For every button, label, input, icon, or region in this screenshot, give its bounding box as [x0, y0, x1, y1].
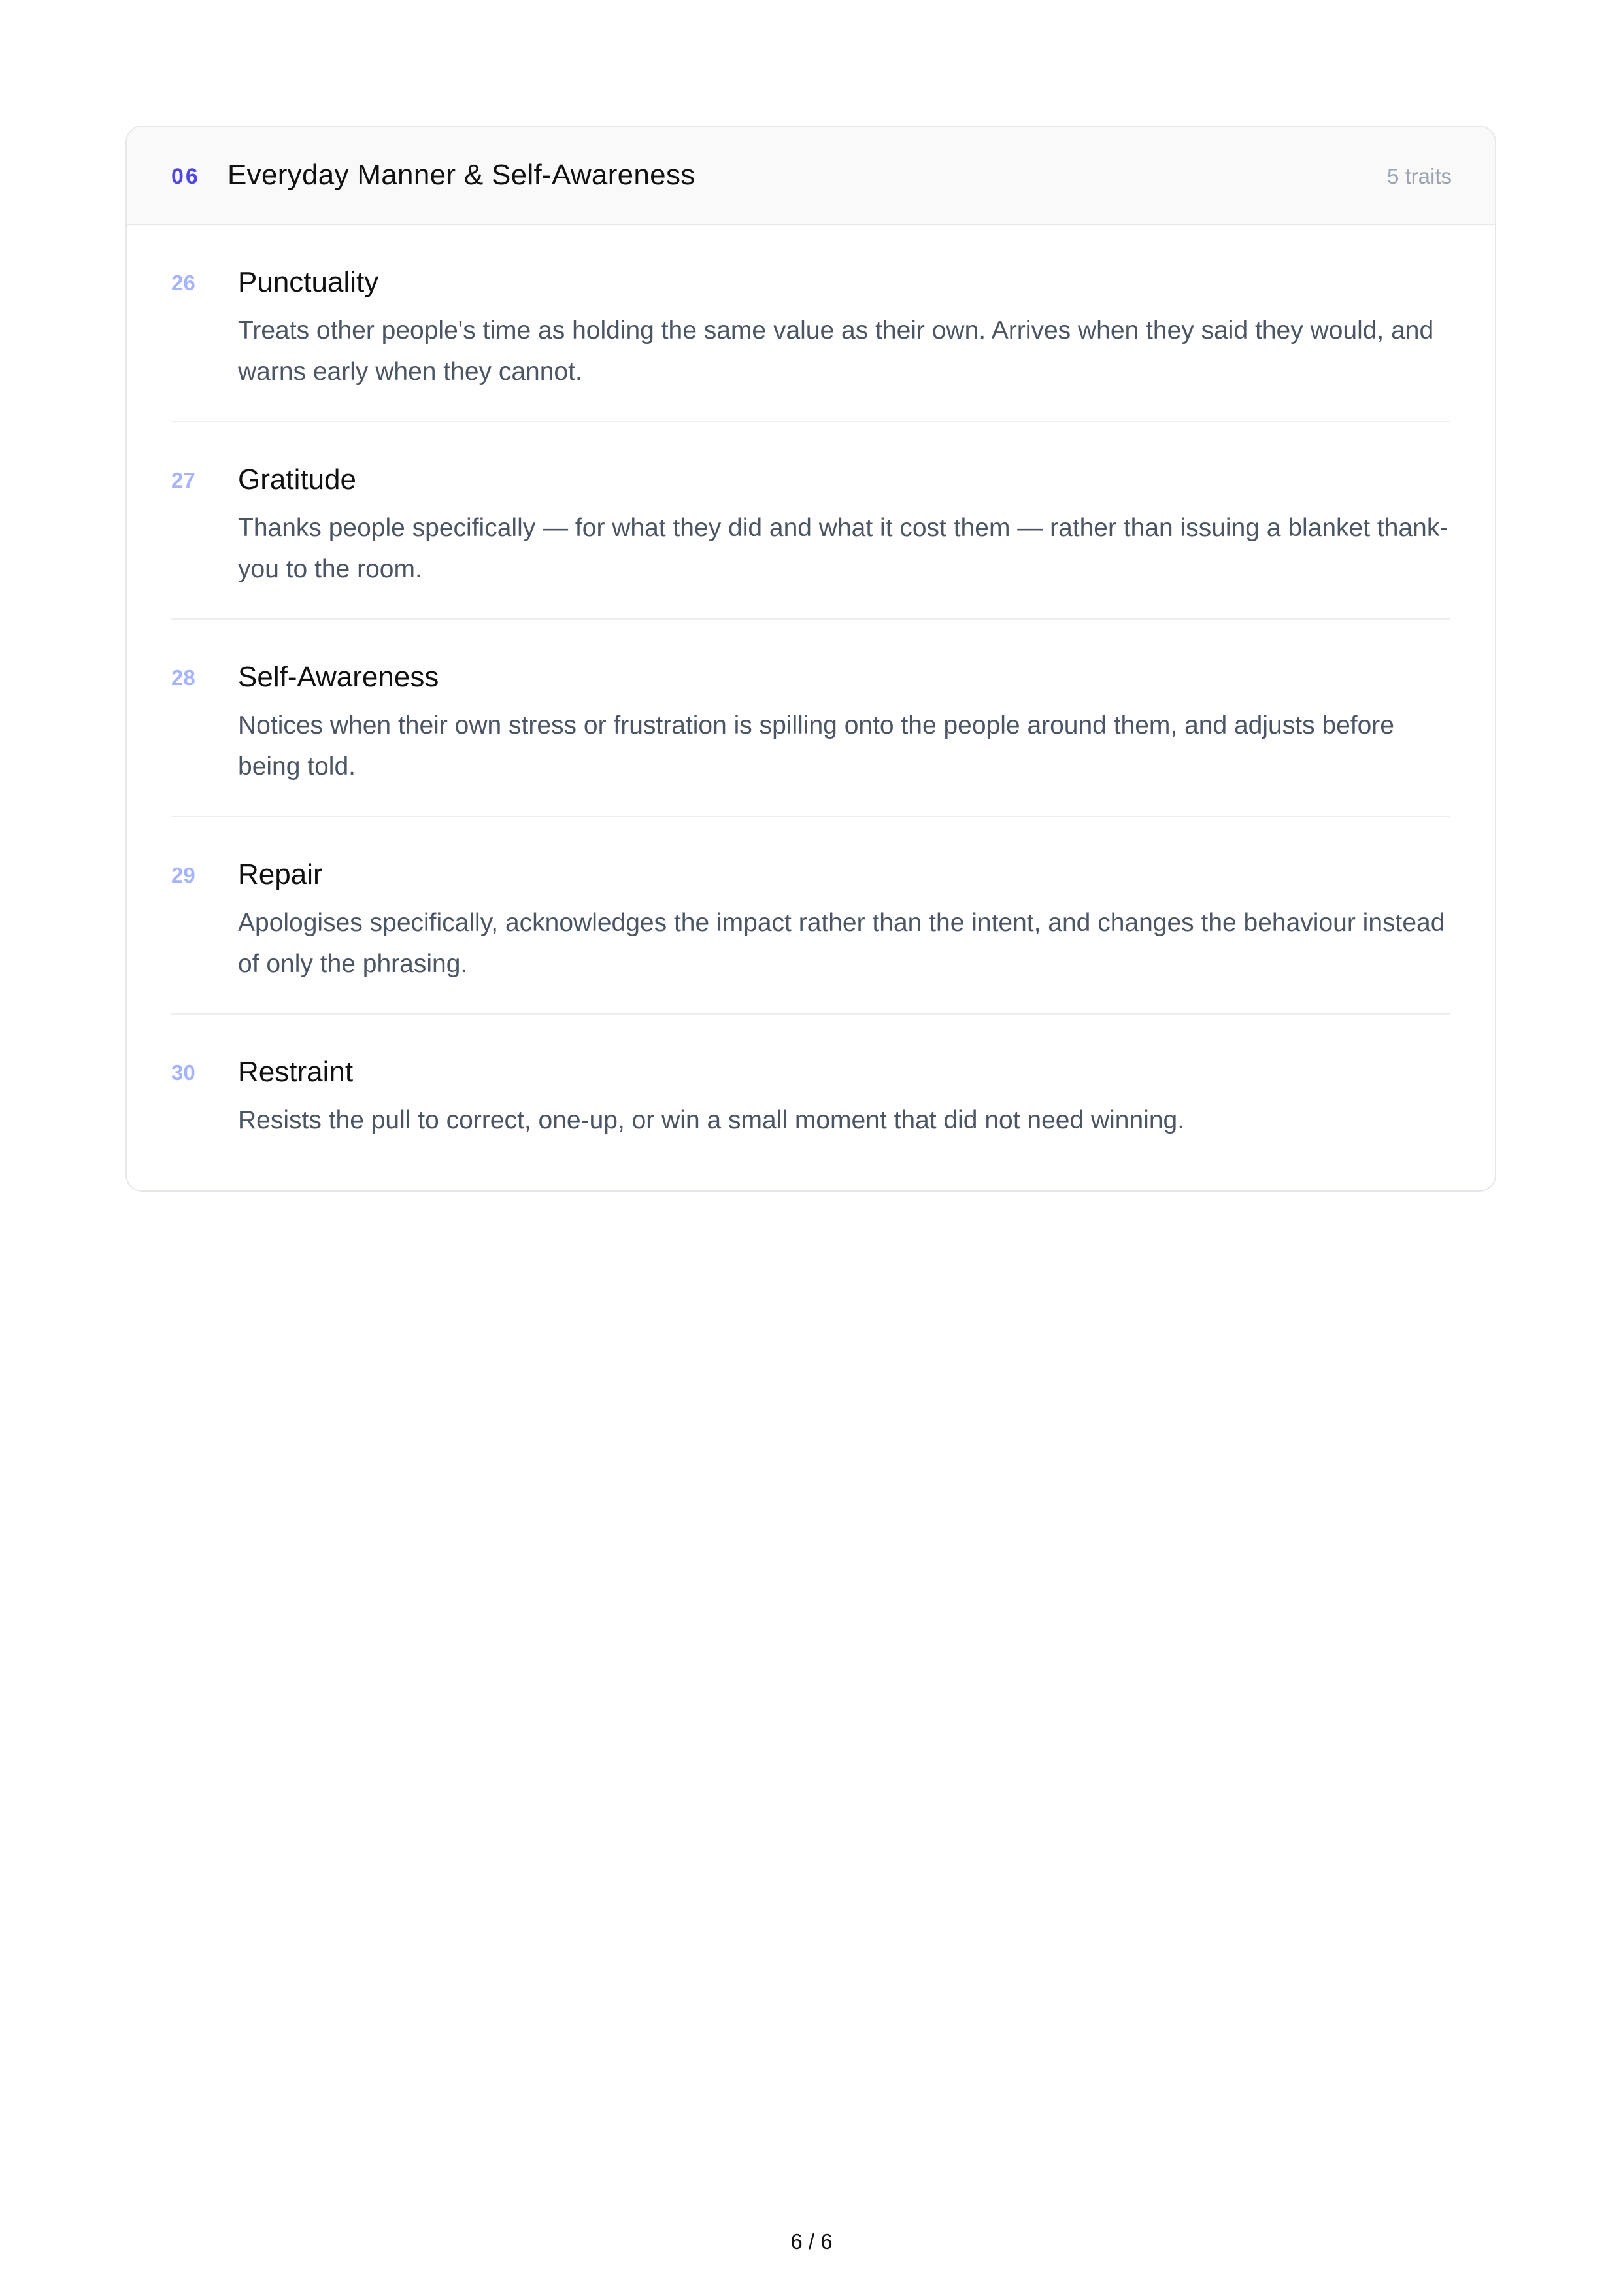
trait-number: 28 [171, 666, 195, 690]
trait-section-card [125, 126, 1496, 1192]
trait-item [171, 422, 1450, 620]
trait-name: Repair [238, 858, 323, 890]
trait-name: Punctuality [238, 266, 379, 298]
page-indicator: 6 / 6 [790, 2229, 833, 2254]
trait-body [238, 264, 1450, 392]
trait-item [171, 620, 1450, 817]
trait-number: 26 [171, 271, 195, 295]
section-title: Everyday Manner & Self-Awareness [227, 159, 695, 191]
trait-name: Gratitude [238, 464, 356, 496]
trait-description: Treats other people's time as holding the same value as their own. Arrives when they said they would, and warns early when they cannot. [238, 316, 1434, 386]
section-number: 06 [171, 163, 200, 189]
trait-item [171, 225, 1450, 422]
trait-item [171, 817, 1450, 1015]
trait-body [238, 659, 1450, 787]
trait-count: 5 traits [1386, 164, 1452, 188]
trait-description: Resists the pull to correct, one-up, or win a small moment that did not need winning. [238, 1106, 1185, 1134]
trait-body [238, 856, 1450, 985]
trait-description: Thanks people specifically — for what they did and what it cost them — rather than issuing a blanket thank-you to the room. [238, 514, 1448, 583]
trait-item [171, 1015, 1450, 1190]
trait-number: 30 [171, 1060, 195, 1085]
trait-name: Restraint [238, 1056, 354, 1088]
trait-body [238, 462, 1450, 590]
trait-name: Self-Awareness [238, 661, 439, 693]
trait-list [127, 225, 1495, 1190]
trait-body [238, 1054, 1450, 1141]
trait-description: Apologises specifically, acknowledges the impact rather than the intent, and changes the behaviour instead of only the phrasing. [238, 909, 1445, 978]
section-header [127, 127, 1495, 225]
trait-description: Notices when their own stress or frustration is spilling onto the people around them, and adjusts before being told. [238, 711, 1394, 781]
trait-number: 29 [171, 863, 195, 887]
trait-number: 27 [171, 468, 195, 492]
